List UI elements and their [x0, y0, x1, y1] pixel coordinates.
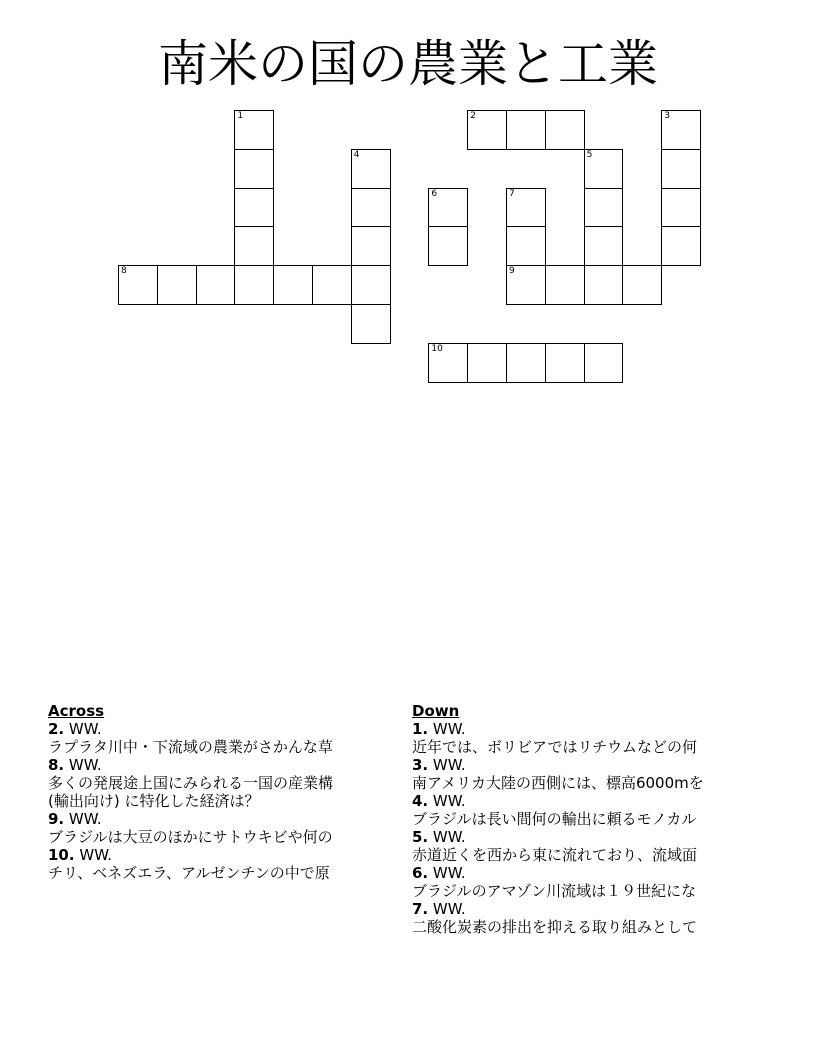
- grid-cell[interactable]: [545, 343, 585, 383]
- clue-number: 2.: [48, 720, 65, 738]
- clue-answer-label: WW.: [432, 900, 466, 918]
- clue-number: 9.: [48, 810, 65, 828]
- grid-cell[interactable]: [661, 110, 701, 150]
- grid-cell[interactable]: [545, 110, 585, 150]
- grid-cell[interactable]: [584, 265, 624, 305]
- grid-cell[interactable]: [351, 304, 391, 344]
- grid-cell[interactable]: [506, 110, 546, 150]
- clue-text: 近年では、ボリビアではリチウムなどの何: [412, 738, 698, 756]
- clue-label: [48, 846, 408, 864]
- clue-text: 赤道近くを西から東に流れており、流域面: [412, 846, 698, 864]
- clue-answer-label: WW.: [68, 810, 102, 828]
- puzzle-title: 南米の国の農業と工業: [158, 35, 658, 93]
- clue-answer-label: WW.: [68, 720, 102, 738]
- grid-cell[interactable]: [234, 110, 274, 150]
- clue-text: ブラジルのアマゾン川流域は１９世紀にな: [412, 882, 697, 900]
- grid-cell[interactable]: [584, 149, 624, 189]
- cell-number: 9: [509, 266, 515, 277]
- grid-cell[interactable]: [428, 188, 468, 228]
- clue-label: [48, 756, 408, 774]
- grid-cell[interactable]: [234, 149, 274, 189]
- clue-answer-label: WW.: [432, 864, 466, 882]
- grid-cell[interactable]: [661, 226, 701, 266]
- grid-cell[interactable]: [506, 188, 546, 228]
- clue-item: [412, 756, 768, 792]
- cell-number: 6: [431, 188, 438, 199]
- cell-number: 5: [586, 149, 593, 160]
- clue-item: [48, 756, 408, 810]
- grid-cell[interactable]: [661, 149, 701, 189]
- grid-cell[interactable]: [234, 265, 274, 305]
- clue-label: [412, 828, 768, 846]
- grid-cell[interactable]: [506, 343, 546, 383]
- clue-answer-label: WW.: [432, 792, 466, 810]
- clue-number: 6.: [412, 864, 429, 882]
- clue-label: [412, 792, 768, 810]
- clue-label: [48, 810, 408, 828]
- grid-cell[interactable]: [351, 188, 391, 228]
- grid-cell[interactable]: [351, 265, 391, 305]
- clue-text: ブラジルは大豆のほかにサトウキビや何の: [48, 828, 333, 846]
- clue-number: 4.: [412, 792, 429, 810]
- clue-label: [48, 720, 408, 738]
- clue-item: [48, 846, 408, 882]
- clue-text: ラプラタ川中・下流域の農業がさかんな草: [48, 738, 333, 756]
- clue-number: 7.: [412, 900, 429, 918]
- grid-cell[interactable]: [506, 226, 546, 266]
- clue-text: ブラジルは長い間何の輸出に頼るモノカル: [412, 810, 697, 828]
- clue-item: [412, 864, 768, 900]
- grid-cell[interactable]: [351, 226, 391, 266]
- grid-cell[interactable]: [118, 265, 158, 305]
- clue-item: [48, 720, 408, 756]
- grid-cell[interactable]: [351, 149, 391, 189]
- grid-cell[interactable]: [506, 265, 546, 305]
- grid-cell[interactable]: [584, 226, 624, 266]
- clue-label: [412, 864, 768, 882]
- grid-cell[interactable]: [661, 188, 701, 228]
- clue-item: [412, 900, 768, 936]
- grid-cell[interactable]: [428, 226, 468, 266]
- clue-answer-label: WW.: [432, 720, 466, 738]
- cell-number: 7: [509, 188, 515, 199]
- clue-label: [412, 756, 768, 774]
- cell-number: 1: [237, 111, 244, 121]
- across-heading: Across: [48, 702, 105, 720]
- clue-number: 5.: [412, 828, 429, 846]
- down-clue-list: [412, 720, 768, 936]
- cell-number: 2: [470, 111, 476, 121]
- grid-cell[interactable]: [428, 343, 468, 383]
- cell-number: 3: [664, 111, 670, 121]
- grid-cell[interactable]: [312, 265, 352, 305]
- clue-answer-label: WW.: [432, 756, 466, 774]
- clue-number: 3.: [412, 756, 429, 774]
- cell-number: 4: [353, 149, 360, 160]
- clue-text: 南アメリカ大陸の西側には、標高6000mを: [412, 774, 704, 792]
- grid-cell[interactable]: [622, 265, 662, 305]
- clue-text: チリ、ベネズエラ、アルゼンチンの中で原: [48, 864, 330, 882]
- clue-text: 二酸化炭素の排出を抑える取り組みとして: [412, 918, 698, 936]
- across-clues: [48, 702, 408, 882]
- cell-number: 8: [121, 266, 127, 277]
- clue-answer-label: WW.: [68, 756, 102, 774]
- clue-item: [48, 810, 408, 846]
- clue-label: [412, 900, 768, 918]
- clue-answer-label: WW.: [79, 846, 113, 864]
- grid-cell[interactable]: [234, 188, 274, 228]
- clue-number: 1.: [412, 720, 429, 738]
- grid-cell[interactable]: [234, 226, 274, 266]
- across-clue-list: [48, 720, 408, 882]
- grid-cell[interactable]: [196, 265, 236, 305]
- clue-number: 8.: [48, 756, 65, 774]
- cell-number: 10: [431, 343, 443, 354]
- grid-cell[interactable]: [467, 110, 507, 150]
- grid-cell[interactable]: [545, 265, 585, 305]
- grid-cell[interactable]: [273, 265, 313, 305]
- clue-number: 10.: [48, 846, 75, 864]
- down-clues: [412, 702, 768, 936]
- grid-cell[interactable]: [157, 265, 197, 305]
- clue-answer-label: WW.: [432, 828, 466, 846]
- clue-text: 多くの発展途上国にみられる一国の産業構 (輸出向け) に特化した経済は？: [48, 774, 334, 810]
- grid-cell[interactable]: [584, 188, 624, 228]
- crossword-grid: [0, 0, 816, 400]
- down-heading: Down: [412, 702, 460, 720]
- clue-item: [412, 720, 768, 756]
- clue-item: [412, 792, 768, 828]
- clue-item: [412, 828, 768, 864]
- grid-cell[interactable]: [467, 343, 507, 383]
- clue-label: [412, 720, 768, 738]
- grid-cell[interactable]: [584, 343, 624, 383]
